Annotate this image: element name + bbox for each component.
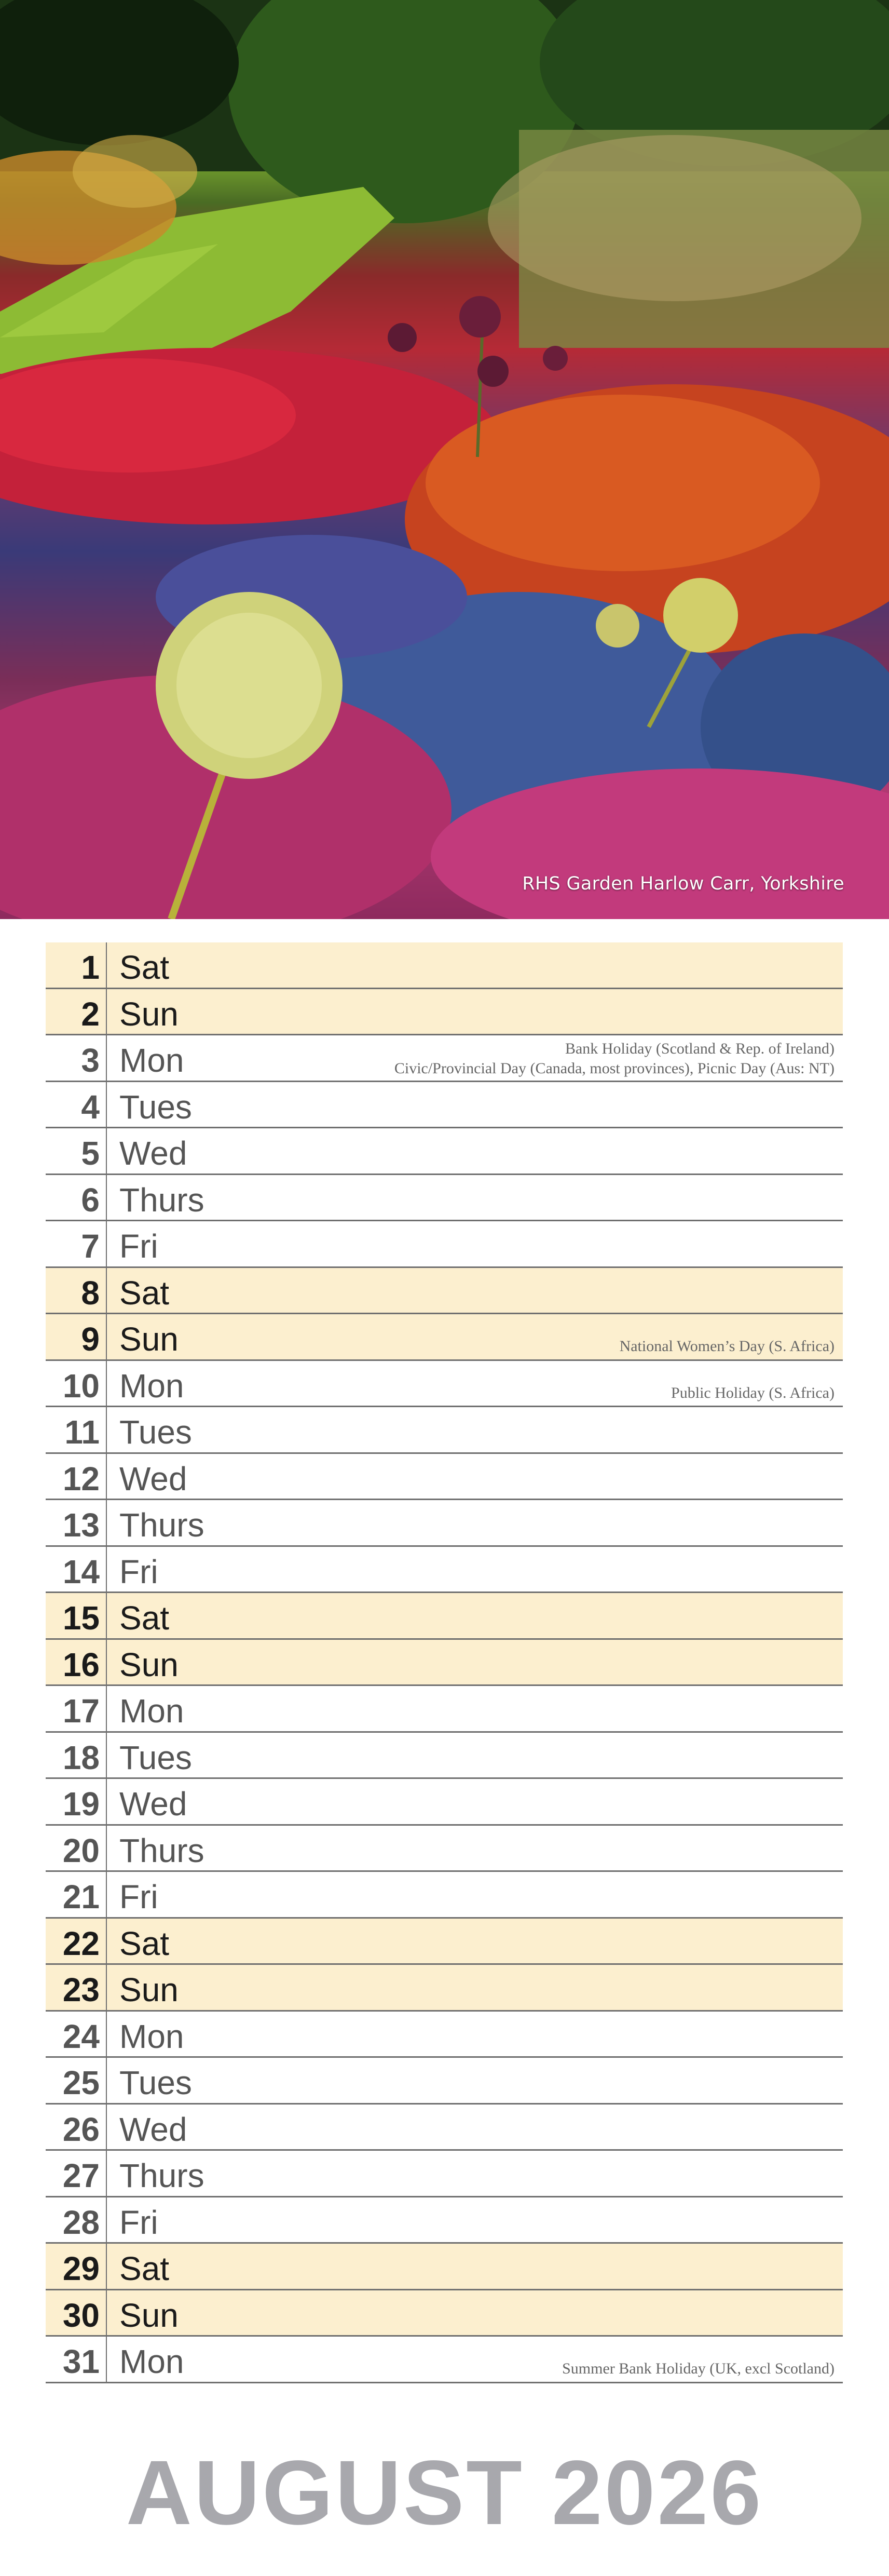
day-number: 20: [62, 1831, 100, 1869]
row-divider: [106, 1919, 107, 1964]
day-number: 11: [64, 1413, 100, 1451]
day-of-week: Tues: [119, 1738, 192, 1776]
day-number: 23: [62, 1971, 100, 2008]
day-number: 12: [62, 1460, 100, 1498]
day-number: 13: [62, 1506, 100, 1544]
day-of-week: Fri: [119, 1878, 158, 1916]
calendar-row[interactable]: [46, 1128, 843, 1175]
calendar-row[interactable]: [46, 1407, 843, 1454]
row-divider: [106, 1965, 107, 2010]
row-divider: [106, 2058, 107, 2103]
day-of-week: Sun: [119, 1320, 179, 1358]
day-number: 17: [62, 1692, 100, 1730]
calendar-row[interactable]: [46, 2151, 843, 2197]
calendar-row[interactable]: [46, 1500, 843, 1547]
calendar-row[interactable]: [46, 942, 843, 989]
day-number: 25: [62, 2064, 100, 2101]
calendar-row[interactable]: [46, 1314, 843, 1361]
day-number: 18: [62, 1738, 100, 1776]
garden-photo: [0, 0, 889, 919]
photo-caption: RHS Garden Harlow Carr, Yorkshire: [522, 873, 844, 894]
day-number: 6: [81, 1181, 100, 1219]
day-of-week: Tues: [119, 2064, 192, 2101]
day-of-week: Mon: [119, 1042, 184, 1079]
holiday-note: Civic/Provincial Day (Canada, most provinces), Picnic Day (Aus: NT): [394, 1060, 835, 1077]
row-divider: [106, 1500, 107, 1545]
day-of-week: Sat: [119, 2250, 170, 2287]
day-number: 27: [62, 2157, 100, 2194]
day-number: 22: [62, 1924, 100, 1962]
day-of-week: Mon: [119, 2343, 184, 2380]
calendar-row[interactable]: [46, 1454, 843, 1501]
day-of-week: Wed: [119, 1460, 187, 1498]
day-of-week: Fri: [119, 1553, 158, 1590]
day-of-week: Wed: [119, 1135, 187, 1172]
day-number: 7: [81, 1228, 100, 1265]
row-divider: [106, 2244, 107, 2289]
holiday-note: Public Holiday (S. Africa): [671, 1384, 835, 1401]
row-divider: [106, 1593, 107, 1638]
calendar-row[interactable]: [46, 1035, 843, 1082]
day-of-week: Sat: [119, 1924, 170, 1962]
calendar-row[interactable]: [46, 2197, 843, 2244]
row-divider: [106, 2197, 107, 2243]
day-of-week: Tues: [119, 1413, 192, 1451]
day-of-week: Sat: [119, 1274, 170, 1312]
day-of-week: Thurs: [119, 1831, 204, 1869]
month-title: AUGUST 2026: [126, 2442, 763, 2544]
calendar-row[interactable]: [46, 2337, 843, 2383]
calendar-row[interactable]: [46, 989, 843, 1036]
day-of-week: Thurs: [119, 1506, 204, 1544]
day-number: 8: [81, 1274, 100, 1312]
day-number: 4: [81, 1088, 100, 1126]
garden-photo-art: [0, 0, 889, 919]
day-number: 2: [81, 995, 100, 1033]
calendar-row[interactable]: [46, 1221, 843, 1268]
day-of-week: Sun: [119, 2296, 179, 2334]
day-of-week: Mon: [119, 1367, 184, 1405]
day-number: 31: [62, 2343, 100, 2380]
day-number: 28: [62, 2203, 100, 2241]
row-divider: [106, 1454, 107, 1499]
holiday-note: Bank Holiday (Scotland & Rep. of Ireland): [565, 1040, 835, 1057]
row-divider: [106, 1686, 107, 1731]
row-divider: [106, 1779, 107, 1824]
row-divider: [106, 1640, 107, 1685]
row-divider: [106, 1221, 107, 1266]
calendar-row[interactable]: [46, 1872, 843, 1919]
row-divider: [106, 1547, 107, 1592]
row-divider: [106, 2012, 107, 2057]
calendar-row[interactable]: [46, 2244, 843, 2290]
day-number: 29: [62, 2250, 100, 2287]
row-divider: [106, 1361, 107, 1406]
calendar-row[interactable]: [46, 1965, 843, 2012]
row-divider: [106, 2151, 107, 2196]
day-number: 19: [62, 1785, 100, 1823]
day-of-week: Sun: [119, 1971, 179, 2008]
day-of-week: Sun: [119, 1646, 179, 1683]
calendar-row[interactable]: [46, 1593, 843, 1640]
day-of-week: Mon: [119, 2017, 184, 2055]
day-of-week: Wed: [119, 2110, 187, 2148]
row-divider: [106, 1268, 107, 1313]
day-number: 9: [81, 1320, 100, 1358]
calendar-row[interactable]: [46, 2058, 843, 2105]
row-divider: [106, 1082, 107, 1127]
day-of-week: Fri: [119, 2203, 158, 2241]
calendar-row[interactable]: [46, 1082, 843, 1129]
day-number: 24: [62, 2017, 100, 2055]
holiday-note: National Women’s Day (S. Africa): [619, 1338, 835, 1355]
day-number: 1: [81, 949, 100, 986]
calendar-row[interactable]: [46, 1826, 843, 1872]
calendar-row[interactable]: [46, 1547, 843, 1594]
row-divider: [106, 1733, 107, 1778]
calendar-row[interactable]: [46, 1640, 843, 1687]
day-number: 10: [62, 1367, 100, 1405]
day-of-week: Sat: [119, 949, 170, 986]
day-of-week: Tues: [119, 1088, 192, 1126]
day-of-week: Sat: [119, 1599, 170, 1637]
day-of-week: Thurs: [119, 1181, 204, 1219]
row-divider: [106, 2105, 107, 2150]
row-divider: [106, 942, 107, 988]
row-divider: [106, 2290, 107, 2336]
day-of-week: Thurs: [119, 2157, 204, 2194]
calendar-row[interactable]: [46, 2290, 843, 2337]
calendar-row[interactable]: [46, 1361, 843, 1408]
calendar-row[interactable]: [46, 2105, 843, 2151]
calendar-row[interactable]: [46, 1733, 843, 1779]
row-divider: [106, 1407, 107, 1452]
calendar-row[interactable]: [46, 1779, 843, 1826]
calendar-row[interactable]: [46, 1686, 843, 1733]
day-number: 21: [62, 1878, 100, 1916]
calendar-grid: [46, 942, 843, 2383]
day-of-week: Fri: [119, 1228, 158, 1265]
day-number: 15: [62, 1599, 100, 1637]
day-number: 16: [62, 1646, 100, 1683]
calendar-row[interactable]: [46, 1919, 843, 1965]
day-of-week: Wed: [119, 1785, 187, 1823]
holiday-note: Summer Bank Holiday (UK, excl Scotland): [562, 2360, 835, 2377]
day-number: 26: [62, 2110, 100, 2148]
row-divider: [106, 1826, 107, 1871]
day-number: 30: [62, 2296, 100, 2334]
calendar-row[interactable]: [46, 2012, 843, 2058]
calendar-row[interactable]: [46, 1268, 843, 1315]
day-number: 14: [62, 1553, 100, 1590]
day-of-week: Mon: [119, 1692, 184, 1730]
row-divider: [106, 1175, 107, 1220]
row-divider: [106, 1035, 107, 1081]
day-number: 5: [81, 1135, 100, 1172]
day-number: 3: [81, 1042, 100, 1079]
calendar-row[interactable]: [46, 1175, 843, 1222]
row-divider: [106, 1872, 107, 1917]
day-of-week: Sun: [119, 995, 179, 1033]
row-divider: [106, 2337, 107, 2382]
row-divider: [106, 989, 107, 1034]
row-divider: [106, 1128, 107, 1174]
row-divider: [106, 1314, 107, 1359]
